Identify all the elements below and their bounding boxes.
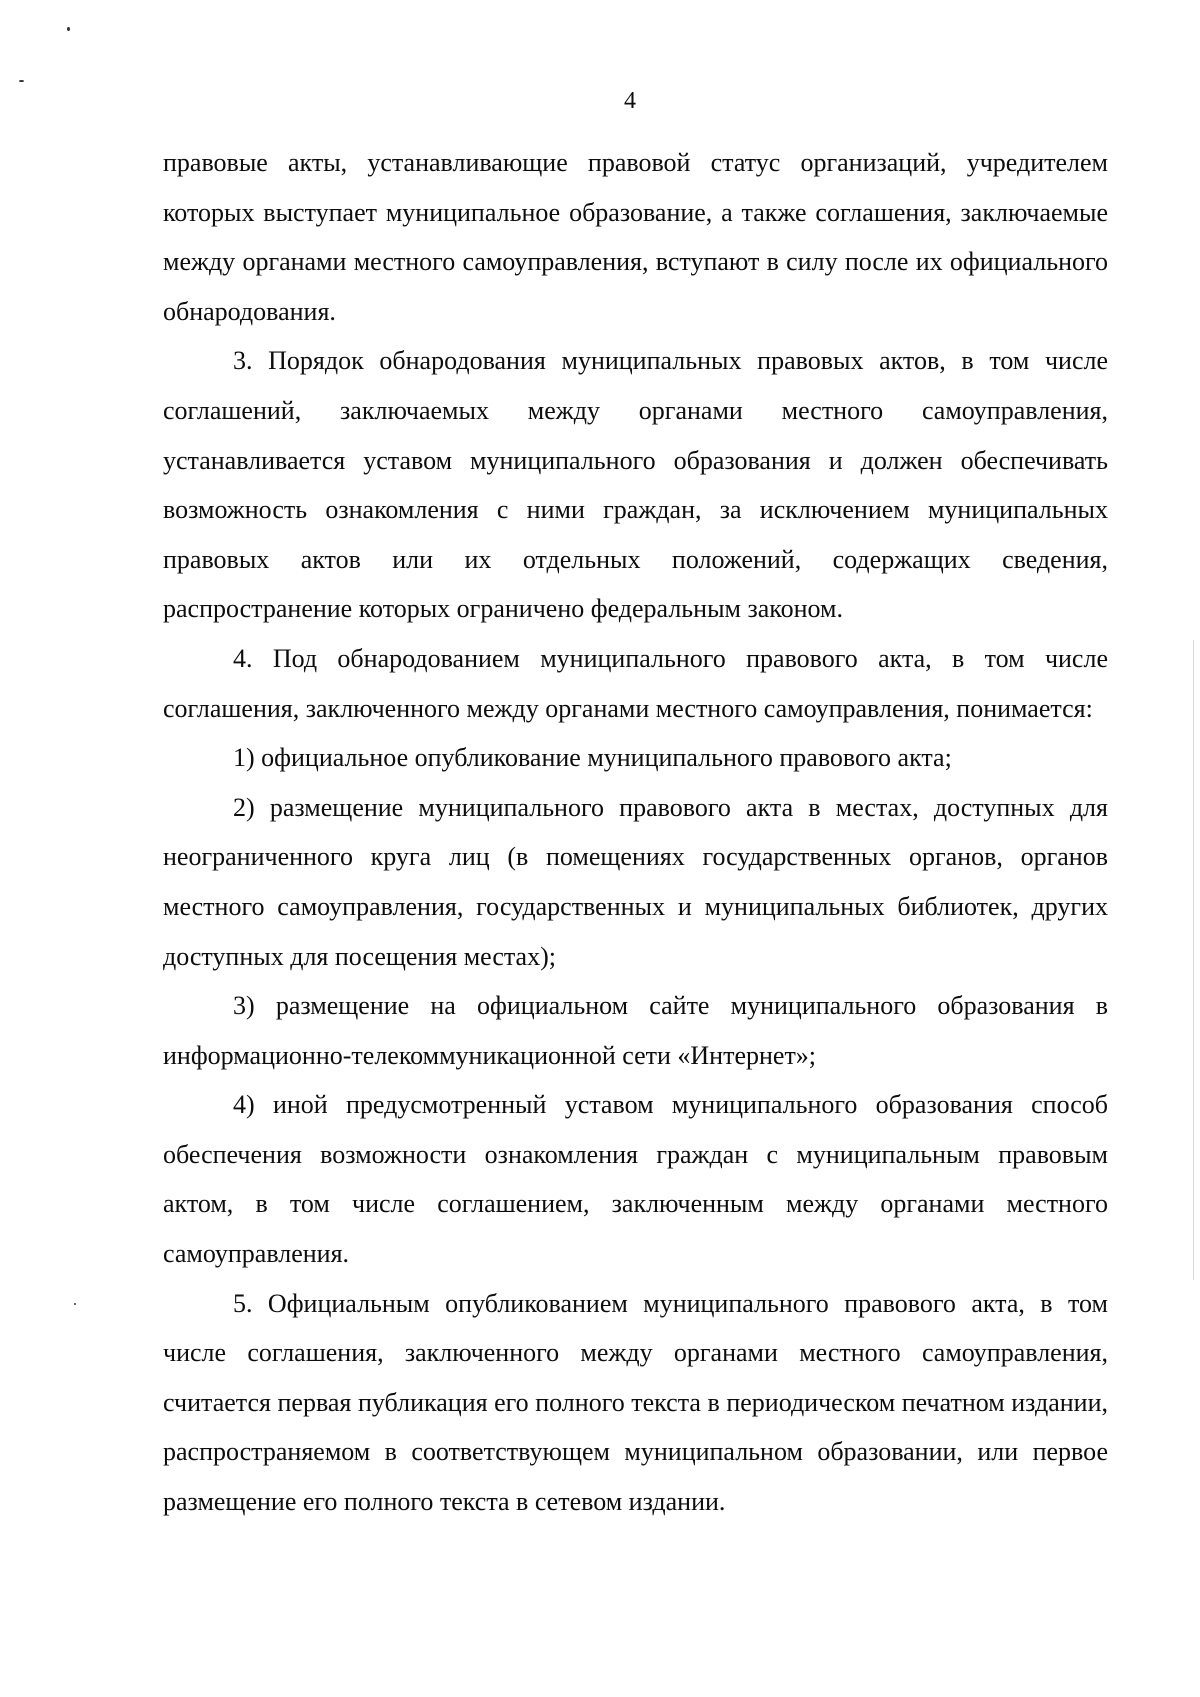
- list-item-2: 2) размещение муниципального правового акта в местах, доступных для неограниченного круга лиц (в помещениях государственных органов, органов местного самоуправления, государственных и муниципальных библиотек, других доступных для посещения местах);: [163, 792, 1108, 971]
- paragraph-clause-5: 5. Официальным опубликованием муниципального правового акта, в том числе соглашения, заключенного между органами местного самоуправления, считается первая публикация его полного текста в периодическом печатном издании, распространяемом в соответствующем муниципальном образовании, или первое размещение его полного текста в сетевом издании.: [163, 1288, 1108, 1517]
- scan-speck: [67, 27, 70, 31]
- list-item-4: 4) иной предусмотренный уставом муниципального образования способ обеспечения возможности ознакомления граждан с муниципальным правовым актом, в том числе соглашением, заключенным между органами местного самоуправления.: [163, 1090, 1108, 1269]
- list-item-1: 1) официальное опубликование муниципального правового акта;: [233, 743, 952, 773]
- page-number: 4: [624, 88, 636, 114]
- paragraph-continuation: правовые акты, устанавливающие правовой статус организаций, учредителем которых выступает муниципальное образование, а также соглашения, заключаемые между органами местного самоуправления, вступают в силу после их официального обнародования.: [163, 148, 1108, 326]
- paragraph-clause-4: 4. Под обнародованием муниципального правового акта, в том числе соглашения, заключенного между органами местного самоуправления, понимается:: [163, 643, 1108, 723]
- scan-speck: [19, 80, 24, 82]
- scan-speck: [74, 1303, 76, 1305]
- document-body: [163, 138, 1108, 1527]
- paragraph-clause-3: 3. Порядок обнародования муниципальных правовых актов, в том числе соглашений, заключаемых между органами местного самоуправления, устанавливается уставом муниципального образования и должен обеспечивать возможность ознакомления с ними граждан, за исключением муниципальных правовых актов или их отдельных положений, содержащих сведения, распространение которых ограничено федеральным законом.: [163, 346, 1108, 624]
- list-item-3: 3) размещение на официальном сайте муниципального образования в информационно-телекоммуникационной сети «Интернет»;: [163, 991, 1108, 1070]
- scan-edge-line: [1193, 640, 1194, 1280]
